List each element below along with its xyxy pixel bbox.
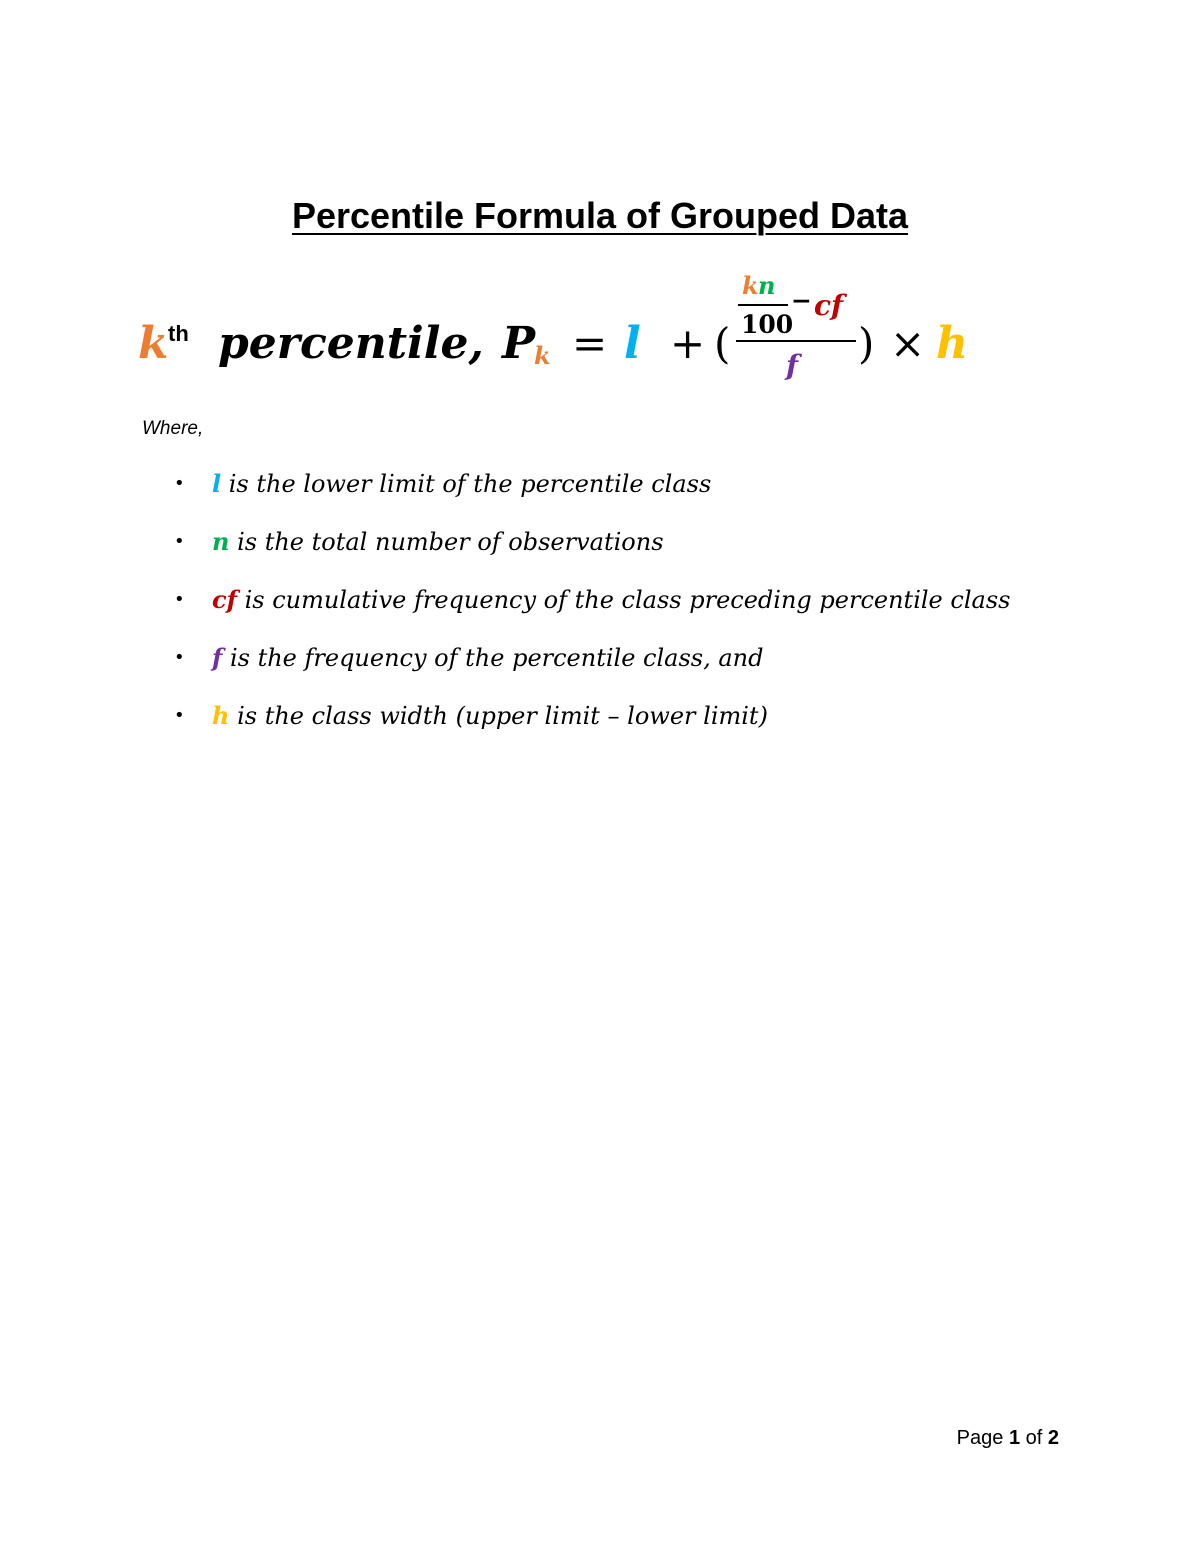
bullet-icon: • — [174, 473, 185, 494]
bullet-icon: • — [174, 647, 185, 668]
footer-of-word: of — [1025, 1427, 1043, 1449]
definition-symbol: n — [212, 527, 230, 556]
definition-symbol: l — [212, 469, 222, 498]
formula-th: th — [168, 321, 189, 346]
bullet-icon: • — [174, 531, 185, 552]
definition-item — [170, 462, 1010, 520]
where-label: Where, — [142, 418, 204, 439]
definition-text: is the frequency of the percentile class, and — [222, 644, 764, 672]
fraction-f: f — [786, 349, 799, 382]
percentile-formula — [138, 270, 1038, 400]
definitions-list — [170, 462, 1010, 752]
bullet-icon: • — [174, 589, 185, 610]
bullet-icon: • — [174, 705, 185, 726]
definition-text: is the class width (upper limit – lower limit) — [229, 702, 768, 730]
definition-item — [170, 520, 1010, 578]
footer-page-word: Page — [956, 1427, 1004, 1449]
inner-fraction-bar — [738, 304, 788, 306]
definition-item — [170, 694, 1010, 752]
footer-total-pages: 2 — [1047, 1427, 1059, 1449]
formula-subscript-k: k — [534, 341, 551, 370]
formula-k: k — [138, 318, 169, 369]
formula-plus: + — [670, 319, 706, 368]
formula-h: h — [936, 318, 968, 369]
definition-text: is the total number of observations — [229, 528, 664, 556]
fraction-100: 100 — [741, 310, 794, 339]
definition-symbol: h — [212, 701, 230, 730]
formula-P: P — [502, 318, 536, 369]
footer-current-page: 1 — [1008, 1427, 1021, 1449]
page-number-footer — [957, 1427, 1059, 1450]
main-fraction-bar — [736, 340, 856, 342]
fraction-k: k — [742, 271, 759, 300]
fraction-minus: − — [791, 286, 812, 315]
fraction-n: n — [758, 271, 776, 300]
definition-symbol: cf — [212, 585, 237, 614]
page-title: Percentile Formula of Grouped Data — [291, 195, 909, 236]
definition-item — [170, 636, 1010, 694]
formula-times: × — [890, 319, 926, 368]
definition-text: is cumulative frequency of the class preceding percentile class — [236, 586, 1011, 614]
formula-l: l — [624, 318, 641, 369]
definition-text: is the lower limit of the percentile class — [221, 470, 712, 498]
formula-percentile-word: percentile, — [218, 318, 484, 369]
formula-open-paren: ( — [714, 319, 731, 368]
fraction-cf: cf — [814, 289, 844, 322]
formula-close-paren: ) — [858, 319, 875, 368]
formula-equals: = — [572, 319, 608, 368]
definition-symbol: f — [212, 643, 223, 672]
definition-item — [170, 578, 1010, 636]
